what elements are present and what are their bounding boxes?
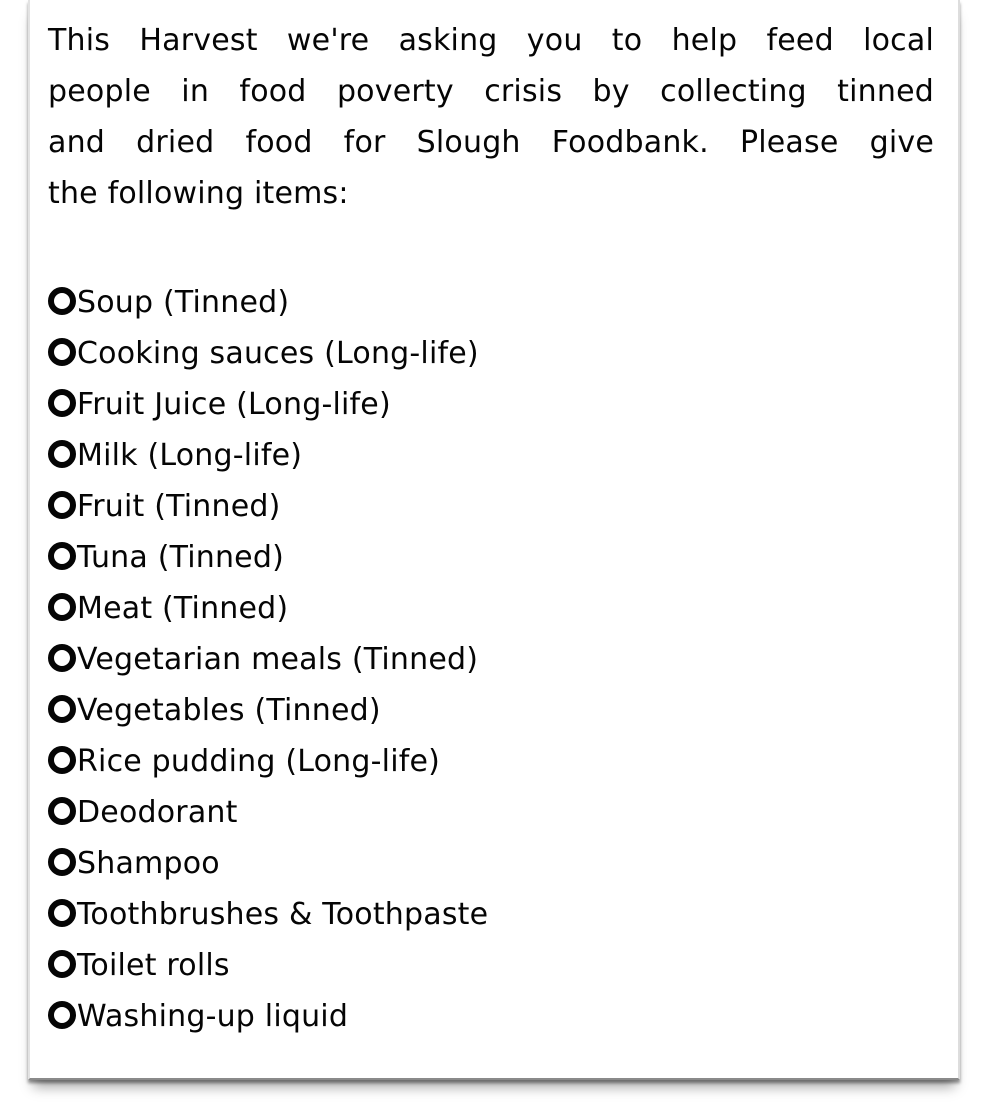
intro-paragraph: [48, 15, 934, 219]
list-item-label: Cooking sauces (Long-life): [77, 336, 479, 371]
list-item: [48, 787, 934, 838]
list-item-label: Toilet rolls: [77, 948, 230, 983]
list-item-label: Fruit Juice (Long-life): [77, 387, 391, 422]
list-item-label: Washing-up liquid: [77, 999, 349, 1034]
intro-line: the following items:: [48, 176, 349, 211]
intro-line: and dried food for Slough Foodbank. Please give: [48, 125, 934, 160]
list-item-label: Milk (Long-life): [77, 438, 303, 473]
list-item: [48, 736, 934, 787]
circle-bullet-icon: [48, 644, 76, 672]
list-item-label: Soup (Tinned): [77, 285, 290, 320]
list-item: [48, 838, 934, 889]
list-item: [48, 379, 934, 430]
circle-bullet-icon: [48, 542, 76, 570]
circle-bullet-icon: [48, 389, 76, 417]
circle-bullet-icon: [48, 338, 76, 366]
list-item: [48, 277, 934, 328]
circle-bullet-icon: [48, 593, 76, 621]
circle-bullet-icon: [48, 950, 76, 978]
list-item-label: Meat (Tinned): [77, 591, 289, 626]
list-item-label: Deodorant: [77, 795, 238, 830]
list-item: [48, 991, 934, 1042]
circle-bullet-icon: [48, 848, 76, 876]
list-item-label: Toothbrushes & Toothpaste: [77, 897, 489, 932]
list-item: [48, 634, 934, 685]
list-item-label: Tuna (Tinned): [77, 540, 284, 575]
circle-bullet-icon: [48, 440, 76, 468]
circle-bullet-icon: [48, 491, 76, 519]
list-item: [48, 430, 934, 481]
donation-items-list: [48, 277, 934, 1042]
list-item: [48, 685, 934, 736]
list-item-label: Vegetarian meals (Tinned): [77, 642, 479, 677]
list-item: [48, 532, 934, 583]
intro-line: This Harvest we're asking you to help feed local: [48, 23, 934, 58]
flyer-card: [28, 0, 960, 1080]
circle-bullet-icon: [48, 695, 76, 723]
circle-bullet-icon: [48, 746, 76, 774]
list-item: [48, 889, 934, 940]
intro-line: people in food poverty crisis by collecting tinned: [48, 74, 934, 109]
circle-bullet-icon: [48, 899, 76, 927]
circle-bullet-icon: [48, 797, 76, 825]
list-item: [48, 583, 934, 634]
list-item: [48, 940, 934, 991]
list-item-label: Rice pudding (Long-life): [77, 744, 441, 779]
circle-bullet-icon: [48, 287, 76, 315]
list-item: [48, 481, 934, 532]
list-item-label: Shampoo: [77, 846, 220, 881]
list-item: [48, 328, 934, 379]
list-item-label: Fruit (Tinned): [77, 489, 281, 524]
list-item-label: Vegetables (Tinned): [77, 693, 381, 728]
circle-bullet-icon: [48, 1001, 76, 1029]
